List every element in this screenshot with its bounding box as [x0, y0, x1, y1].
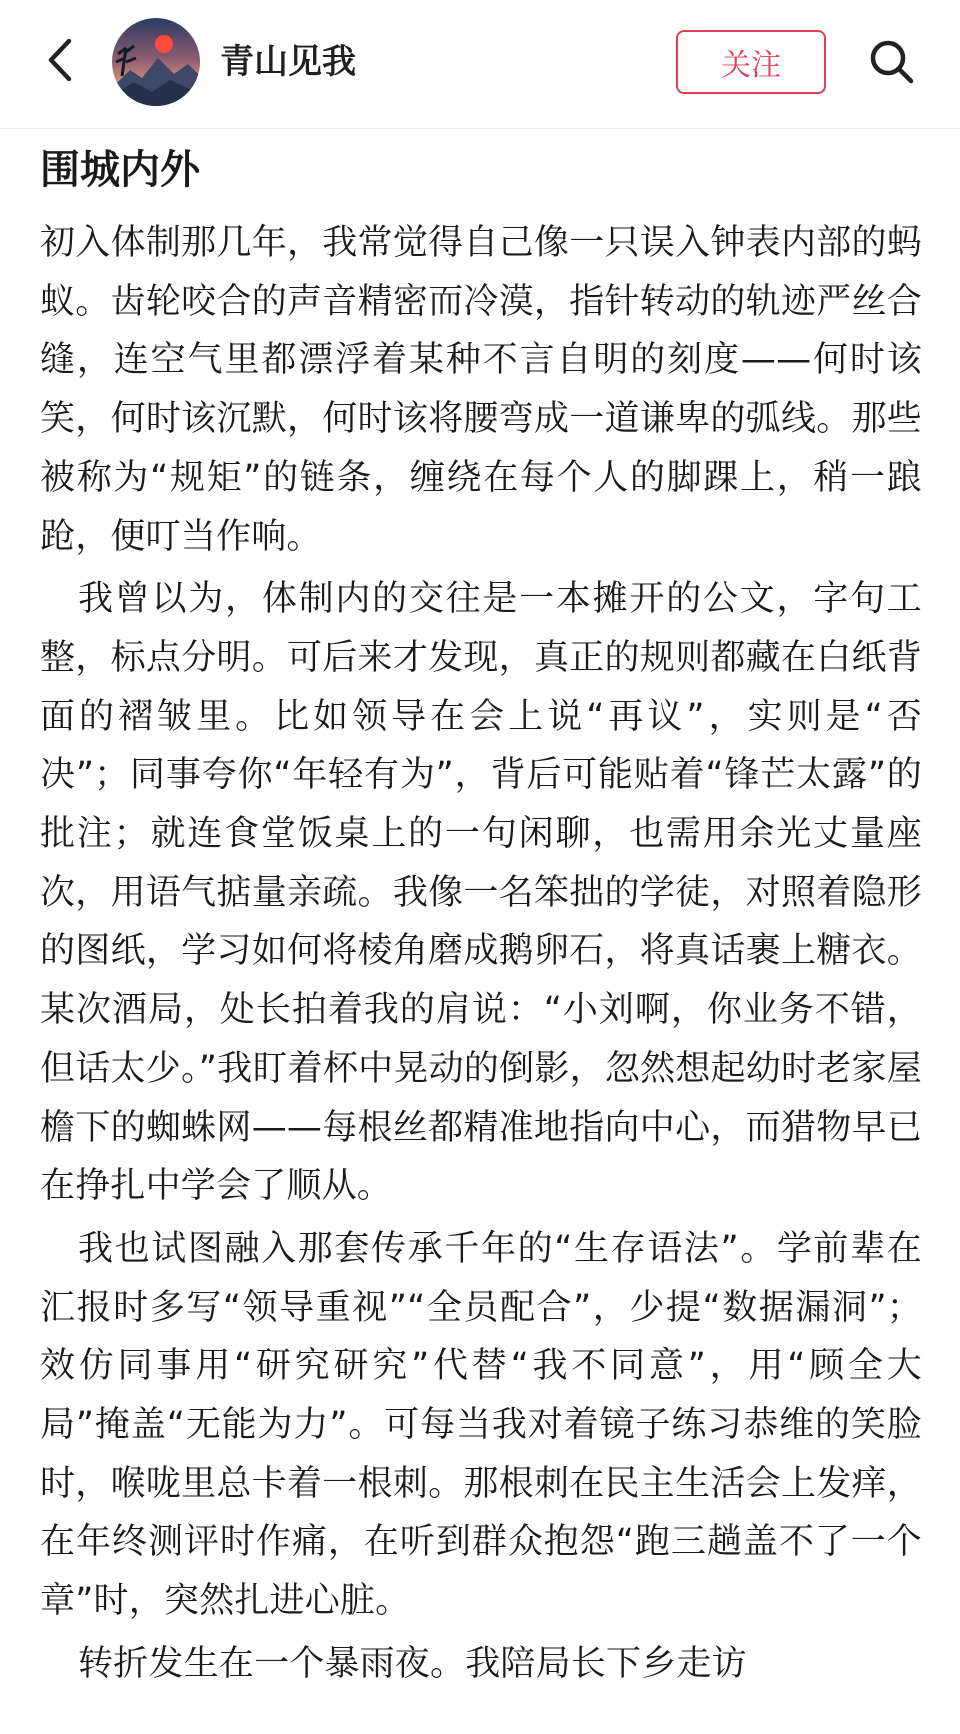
avatar[interactable]	[112, 18, 200, 106]
paragraph: 我也试图融入那套传承千年的“生存语法”。学前辈在汇报时多写“领导重视”“全员配合”，少提“数据漏洞”；效仿同事用“研究研究”代替“我不同意”，用“顾全大局”掩盖“无能为力”。可每当我对着镜子练习恭维的笑脸时，喉咙里总卡着一根刺。那根刺在民主生活会上发痒，在年终测评时作痛，在听到群众抱怨“跑三趟盖不了一个章”时，突然扎进心脏。	[40, 1228, 922, 1622]
follow-button[interactable]: 关注	[676, 30, 826, 94]
paragraph: 我曾以为，体制内的交往是一本摊开的公文，字句工整，标点分明。可后来才发现，真正的规则都藏在白纸背面的褶皱里。比如领导在会上说“再议”，实则是“否决”；同事夸你“年轻有为”，背后可能贴着“锋芒太露”的批注；就连食堂饭桌上的一句闲聊，也需用余光丈量座次，用语气掂量亲疏。我像一名笨拙的学徒，对照着隐形的图纸，学习如何将棱角磨成鹅卵石，将真话裹上糖衣。某次酒局，处长拍着我的肩说：“小刘啊，你业务不错，但话太少。”我盯着杯中晃动的倒影，忽然想起幼时老家屋檐下的蜘蛛网——每根丝都精准地指向中心，而猎物早已在挣扎中学会了顺从。	[40, 579, 922, 1207]
search-button[interactable]	[862, 34, 922, 94]
article-body	[40, 214, 922, 1698]
back-button[interactable]	[30, 32, 90, 92]
paragraph: 初入体制那几年，我常觉得自己像一只误入钟表内部的蚂蚁。齿轮咬合的声音精密而冷漠，指针转动的轨迹严丝合缝，连空气里都漂浮着某种不言自明的刻度——何时该笑，何时该沉默，何时该将腰弯成一道谦卑的弧线。那些被称为“规矩”的链条，缠绕在每个人的脚踝上，稍一踉跄，便叮当作响。	[40, 223, 922, 557]
article-title: 围城内外	[40, 147, 200, 193]
username[interactable]: 青山见我	[220, 42, 356, 82]
back-arrow-icon	[45, 37, 75, 87]
top-nav-bar	[0, 0, 960, 129]
paragraph: 转折发生在一个暴雨夜。我陪局长下乡走访	[78, 1643, 747, 1684]
search-icon	[868, 38, 916, 90]
